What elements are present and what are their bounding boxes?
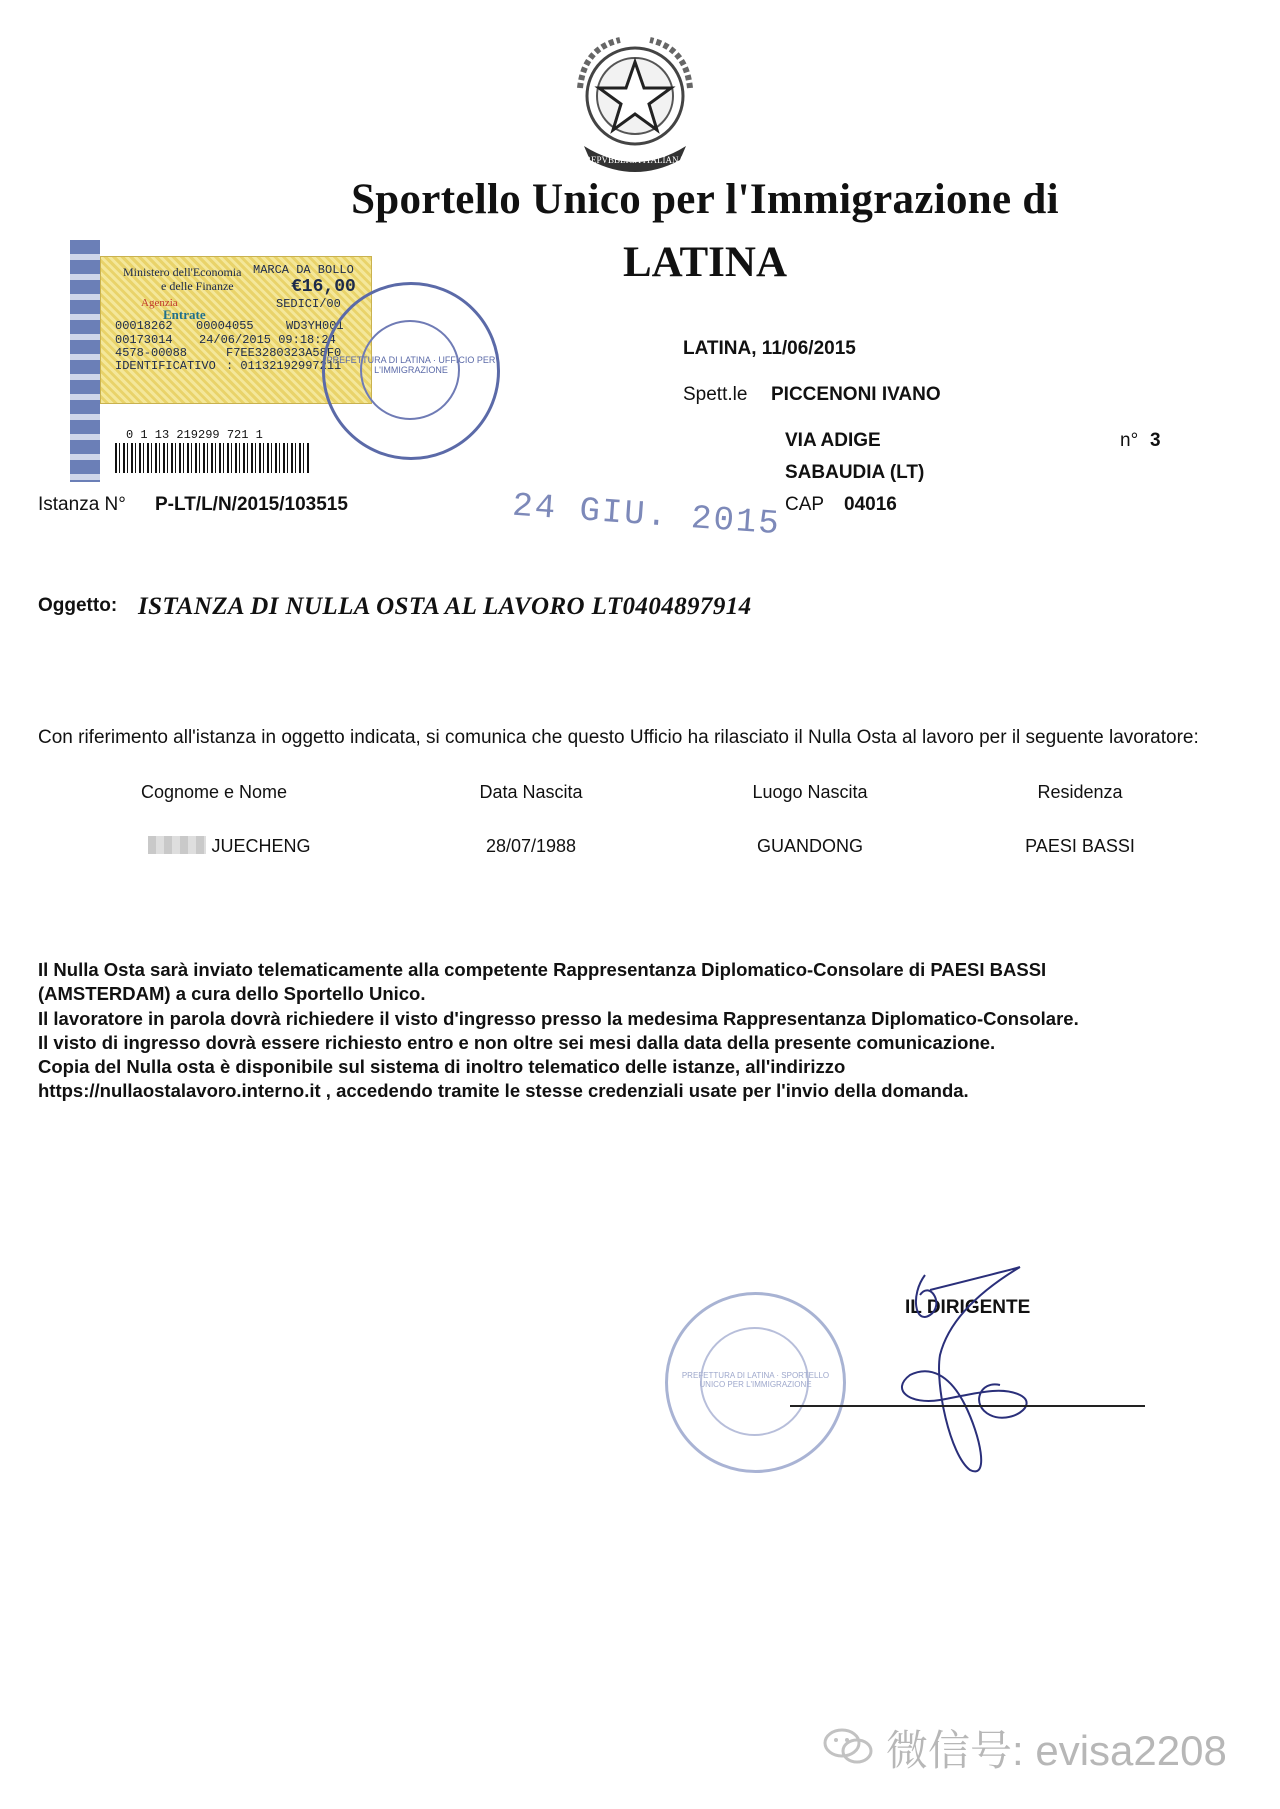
worker-name: JUECHENG: [211, 836, 311, 856]
istanza-label: Istanza N°: [38, 494, 126, 515]
stamp-line: F7EE3280323A58F0: [226, 346, 342, 360]
stamp-value: €16,00: [291, 277, 356, 297]
recipient-name: PICCENONI IVANO: [771, 384, 941, 405]
table-header: Luogo Nascita: [752, 782, 868, 802]
recipient-street: VIA ADIGE: [785, 430, 881, 451]
handwritten-signature: [870, 1255, 1070, 1485]
recipient-number-label: n°: [1120, 430, 1139, 451]
stamp-line: IDENTIFICATIVO: [115, 359, 216, 373]
signature-line: [790, 1405, 1145, 1407]
table-header: Data Nascita: [479, 782, 583, 802]
stamp-line: e delle Finanze: [161, 279, 234, 293]
oggetto-text: ISTANZA DI NULLA OSTA AL LAVORO LT0404897914: [138, 593, 752, 620]
notice-line: Il Nulla Osta sarà inviato telematicamente alla competente Rappresentanza Diplomatico-Consolare di PAESI BASSI: [38, 959, 1047, 980]
svg-text:REPVBBLICA ITALIANA: REPVBBLICA ITALIANA: [584, 155, 686, 165]
seal-text: PREFETTURA DI LATINA · UFFICIO PER L'IMMIGRAZIONE: [326, 355, 496, 375]
notice-line: (AMSTERDAM) a cura dello Sportello Unico.: [38, 983, 426, 1005]
table-header: Residenza: [1037, 782, 1123, 802]
stamp-line: 00004055: [196, 319, 254, 333]
stamp-line: SEDICI/00: [276, 297, 341, 311]
stamp-line: WD3YH001: [286, 319, 344, 333]
notice-line: Copia del Nulla osta è disponibile sul sistema di inoltro telematico delle istanze, all'indirizzo: [38, 1056, 846, 1078]
signatory-title: IL DIRIGENTE: [905, 1297, 1031, 1318]
seal-emblem-icon: [360, 320, 460, 420]
stamp-strip: [70, 240, 100, 482]
table-header: Cognome e Nome: [140, 782, 288, 802]
worker-birth-place: GUANDONG: [756, 836, 863, 856]
notice-line: https://nullaostalavoro.interno.it , accedendo tramite le stesse credenziali usate per l'invio della domanda.: [38, 1080, 969, 1102]
received-date-stamp: 24 GIU. 2015: [511, 487, 782, 545]
barcode-number: 0 1 13 219299 721 1: [126, 428, 263, 442]
stamp-line: Agenzia: [141, 297, 178, 309]
repubblica-italiana-emblem-icon: [570, 28, 700, 178]
office-city-title: LATINA: [622, 239, 788, 286]
stamp-line: 00173014: [115, 333, 173, 347]
cap-label: CAP: [785, 494, 825, 515]
barcode: [115, 443, 310, 473]
intro-paragraph: Con riferimento all'istanza in oggetto indicata, si comunica che questo Ufficio ha rilasciato il Nulla Osta al lavoro per il seguente lavoratore:: [38, 727, 1199, 748]
notice-paragraph: [38, 958, 1258, 1104]
oggetto-label: Oggetto:: [38, 595, 118, 616]
stamp-line: Entrate: [163, 307, 206, 322]
stamp-line: : 01132192997211: [226, 359, 342, 373]
recipient-number: 3: [1150, 430, 1161, 451]
stamp-line: 4578-00088: [115, 346, 188, 360]
place-date: LATINA, 11/06/2015: [683, 338, 856, 359]
stamp-line: Ministero dell'Economia: [123, 265, 242, 279]
stamp-line: 00018262: [115, 319, 173, 333]
office-title: Sportello Unico per l'Immigrazione di: [351, 176, 1059, 223]
wechat-watermark: 微信号: evisa2208: [886, 1727, 1227, 1774]
seal-text: PREFETTURA DI LATINA · SPORTELLO UNICO PER L'IMMIGRAZIONE: [681, 1371, 830, 1389]
stamp-line: MARCA DA BOLLO: [253, 263, 354, 277]
notice-line: Il visto di ingresso dovrà essere richiesto entro e non oltre sei mesi dalla data della presente comunicazione.: [38, 1031, 996, 1053]
seal-emblem-icon: [700, 1327, 809, 1436]
worker-birth-date: 28/07/1988: [485, 836, 577, 856]
wechat-icon: [822, 1726, 874, 1766]
recipient-label: Spett.le: [683, 384, 748, 405]
worker-residence: PAESI BASSI: [1025, 836, 1135, 856]
notice-line: Il lavoratore in parola dovrà richiedere il visto d'ingresso presso la medesima Rappresentanza Diplomatico-Consolare.: [38, 1007, 1079, 1029]
stamp-line: 24/06/2015 09:18:24: [199, 333, 336, 347]
istanza-number: P-LT/L/N/2015/103515: [155, 494, 348, 515]
recipient-city: SABAUDIA (LT): [785, 462, 925, 483]
cap-value: 04016: [844, 494, 897, 515]
